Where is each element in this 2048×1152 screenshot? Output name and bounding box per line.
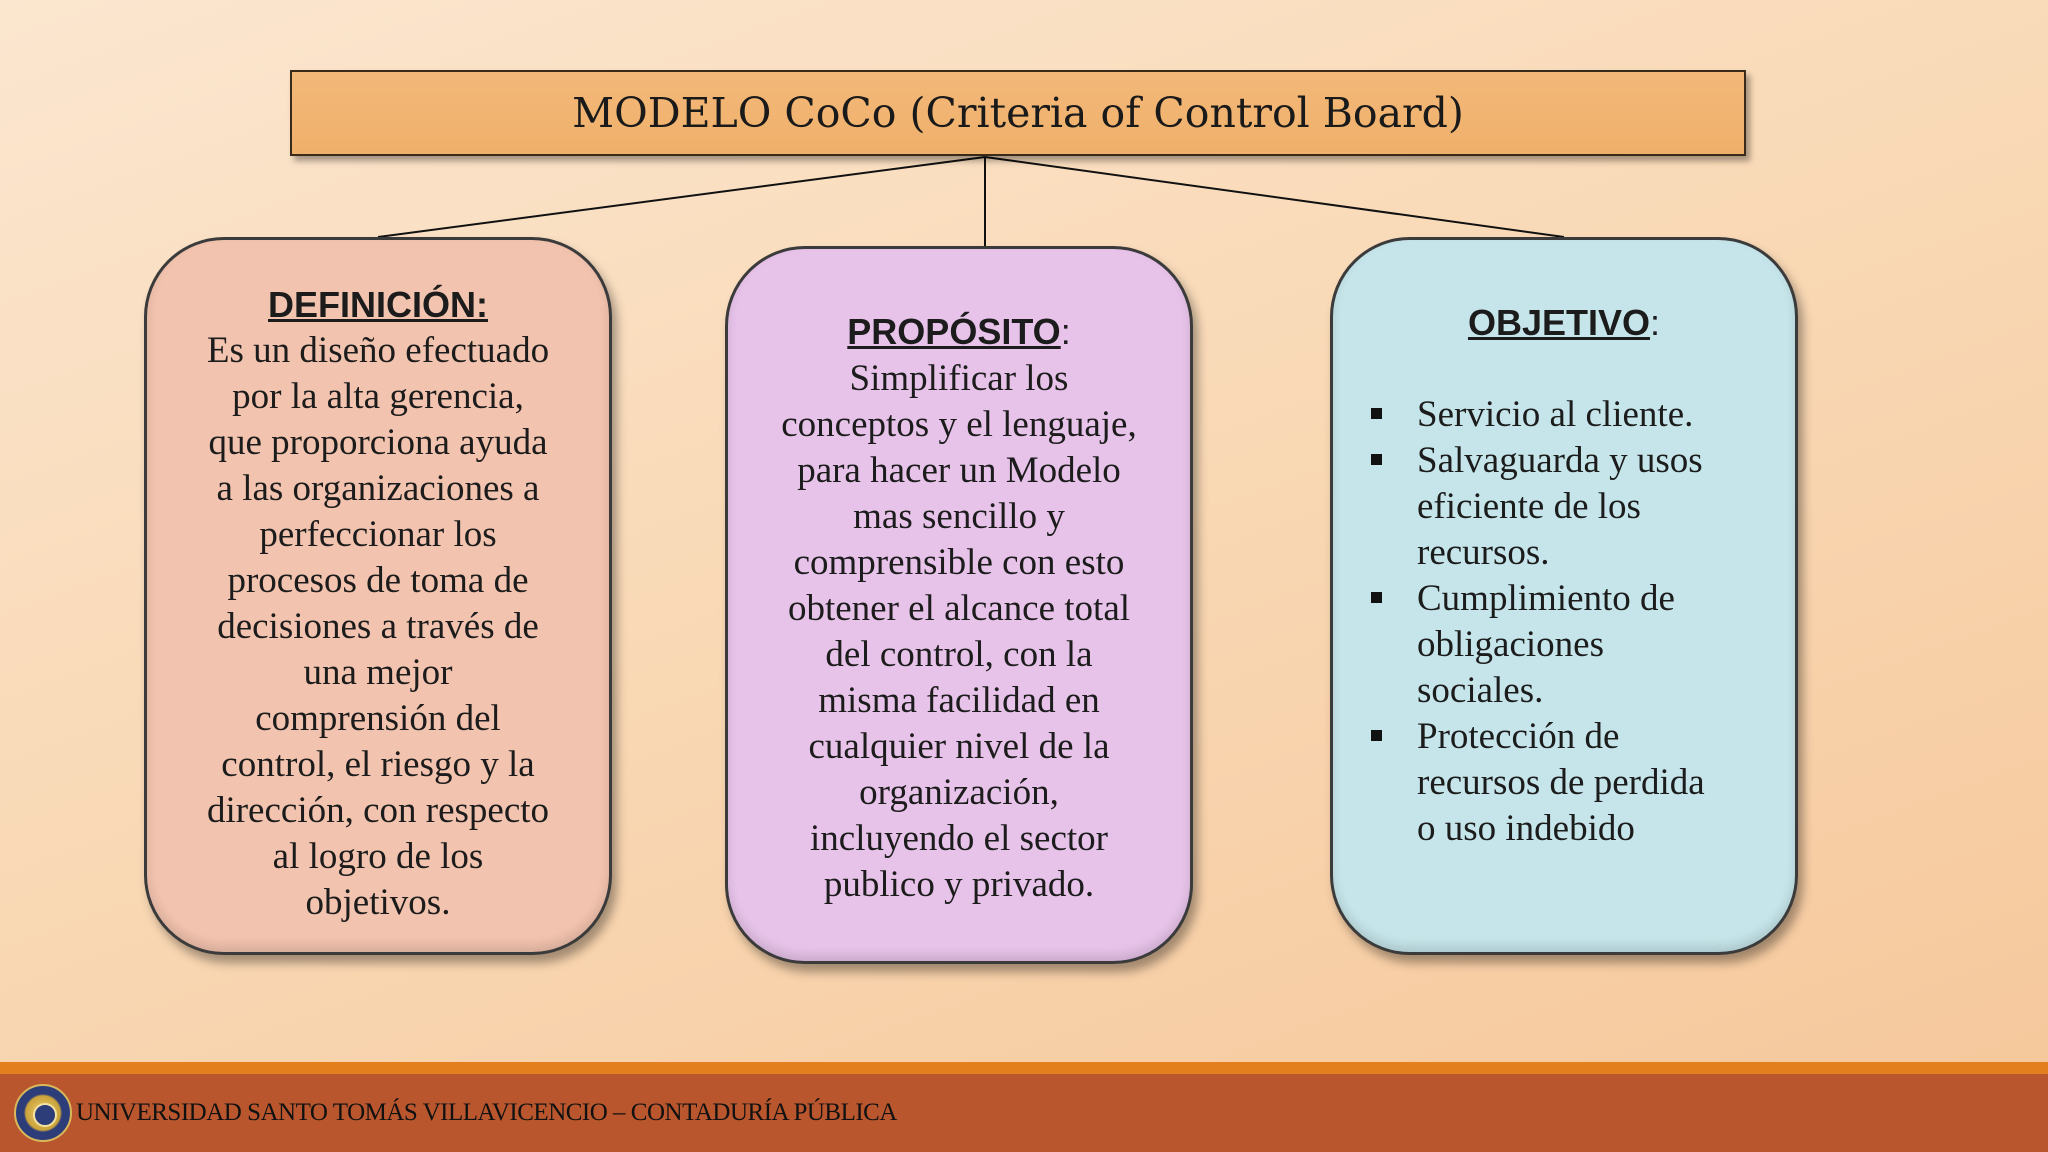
objetivo-item-line: eficiente de los: [1417, 486, 1641, 527]
connector-right: [985, 157, 1564, 237]
proposito-line: conceptos y el lenguaje,: [781, 404, 1137, 445]
proposito-line: incluyendo el sector: [810, 818, 1108, 859]
definicion-line: por la alta gerencia,: [232, 376, 524, 417]
definicion-line: Es un diseño efectuado: [206, 330, 550, 371]
proposito-line: mas sencillo y: [853, 496, 1065, 537]
proposito-line: misma facilidad en: [818, 680, 1100, 721]
objetivo-item-line: Protección de: [1417, 716, 1620, 757]
objetivo-item-line: Cumplimiento de: [1417, 578, 1675, 619]
proposito-line: organización,: [859, 772, 1059, 813]
proposito-card: [725, 246, 1193, 964]
footer-bar: [0, 1074, 2048, 1152]
square-bullet-icon: [1371, 454, 1382, 465]
definicion-line: a las organizaciones a: [216, 468, 540, 509]
proposito-line: publico y privado.: [823, 864, 1095, 905]
square-bullet-icon: [1371, 592, 1382, 603]
footer-text: UNIVERSIDAD SANTO TOMÁS VILLAVICENCIO – CONTADURÍA PÚBLICA: [76, 1099, 897, 1126]
objetivo-item-line: sociales.: [1417, 670, 1544, 711]
definicion-content: [177, 282, 579, 926]
objetivo-content: [1363, 300, 1765, 347]
proposito-line: cualquier nivel de la: [808, 726, 1110, 767]
objetivo-item-line: Servicio al cliente.: [1417, 394, 1694, 435]
proposito-line: comprensible con esto: [793, 542, 1125, 583]
connector-left: [378, 157, 985, 237]
proposito-heading: PROPÓSITO: [847, 311, 1061, 352]
proposito-line: obtener el alcance total: [787, 588, 1131, 629]
objetivo-item-line: o uso indebido: [1417, 808, 1635, 849]
objetivo-item-line: obligaciones: [1417, 624, 1605, 665]
definicion-line: comprensión del: [255, 698, 501, 739]
objetivo-colon: :: [1650, 302, 1661, 343]
proposito-line: para hacer un Modelo: [797, 450, 1121, 491]
footer-accent-line: [0, 1062, 2048, 1074]
objetivo-list-item: [1371, 714, 1775, 852]
square-bullet-icon: [1371, 730, 1382, 741]
definicion-card: [144, 237, 612, 955]
objetivo-list-item: [1371, 576, 1775, 714]
definicion-line: control, el riesgo y la: [221, 744, 535, 785]
objetivo-item-line: recursos.: [1417, 532, 1550, 573]
definicion-line: una mejor: [303, 652, 453, 693]
diagram-title-text: MODELO CoCo (Criteria of Control Board): [572, 89, 1464, 137]
diagram-title: [290, 70, 1746, 156]
proposito-heading-row: [758, 309, 1160, 356]
square-bullet-icon: [1371, 408, 1382, 419]
definicion-text: [177, 328, 579, 926]
proposito-content: [758, 309, 1160, 908]
objetivo-list: [1371, 392, 1775, 852]
definicion-line: al logro de los: [272, 836, 484, 877]
definicion-line: objetivos.: [305, 882, 451, 923]
proposito-line: Simplificar los: [849, 358, 1069, 399]
objetivo-heading: OBJETIVO: [1467, 302, 1651, 343]
proposito-colon: :: [1060, 311, 1071, 352]
definicion-line: perfeccionar los: [259, 514, 497, 555]
definicion-line: decisiones a través de: [217, 606, 539, 647]
objetivo-list-item: [1371, 438, 1775, 576]
definicion-line: que proporciona ayuda: [208, 422, 548, 463]
objetivo-list-item: [1371, 392, 1775, 438]
objetivo-item-line: Salvaguarda y usos: [1417, 440, 1703, 481]
definicion-heading: DEFINICIÓN:: [268, 284, 488, 325]
proposito-line: del control, con la: [825, 634, 1093, 675]
definicion-line: procesos de toma de: [227, 560, 529, 601]
university-seal-icon: [14, 1084, 72, 1142]
objetivo-card: [1330, 237, 1798, 955]
proposito-text: [758, 356, 1160, 908]
objetivo-item-line: recursos de perdida: [1417, 762, 1705, 803]
definicion-line: dirección, con respecto: [206, 790, 550, 831]
